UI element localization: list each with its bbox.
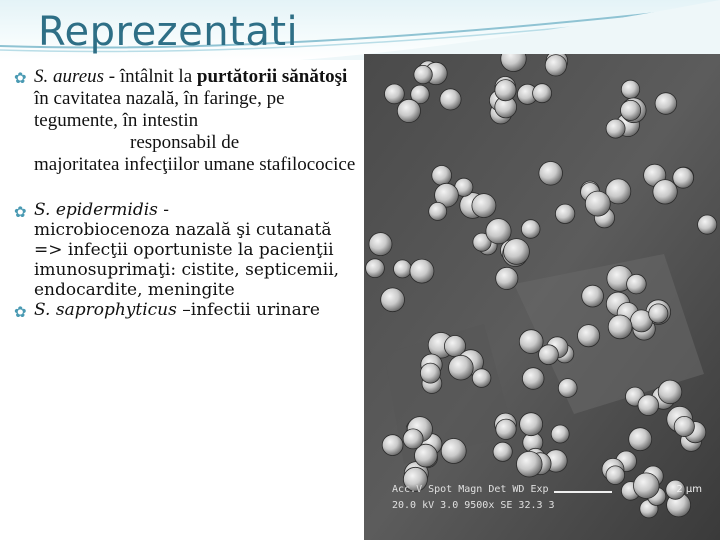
- coccus-cell: [658, 380, 682, 404]
- coccus-cell: [539, 345, 559, 365]
- coccus-cell: [653, 180, 677, 204]
- bullet-text: –infectii urinare: [176, 300, 320, 320]
- coccus-cell: [486, 219, 511, 244]
- coccus-cell: [533, 84, 552, 103]
- coccus-cell: [634, 473, 660, 499]
- coccus-cell: [649, 304, 668, 323]
- bullet-text: majoritatea infecţiilor umane stafilococice: [34, 154, 356, 175]
- coccus-cell: [638, 395, 659, 416]
- coccus-cell: [606, 119, 625, 138]
- coccus-cell: [621, 80, 639, 98]
- coccus-cell: [429, 202, 447, 220]
- scale-bar: [554, 491, 612, 493]
- coccus-cell: [449, 355, 474, 380]
- coccus-cell: [432, 166, 452, 186]
- coccus-cell: [655, 93, 677, 115]
- coccus-cell: [558, 379, 577, 398]
- coccus-cell: [539, 162, 563, 186]
- coccus-cell: [555, 204, 574, 223]
- bullet-marker-icon: ✿: [14, 203, 27, 221]
- bullet-s-aureus: [14, 66, 366, 176]
- micrograph-parameters: Acc.V Spot Magn Det WD Exp: [392, 484, 549, 495]
- bullet-text-bold: purtătorii sănătoşi: [196, 66, 348, 87]
- coccus-cell: [414, 65, 432, 83]
- coccus-cell: [674, 416, 694, 436]
- coccus-cell: [521, 220, 540, 239]
- coccus-cell: [517, 451, 543, 477]
- coccus-cell: [551, 425, 569, 443]
- coccus-cell: [606, 466, 625, 485]
- coccus-cell: [369, 233, 392, 256]
- coccus-cell: [382, 435, 403, 456]
- coccus-cell: [385, 84, 405, 104]
- coccus-cell: [394, 260, 412, 278]
- bullet-s-saprophyticus: [14, 300, 366, 320]
- bullet-text: responsabil de: [130, 132, 240, 153]
- coccus-cell: [504, 239, 530, 265]
- sem-micrograph: [364, 54, 720, 540]
- species-name: S. epidermidis: [34, 200, 158, 220]
- scale-label: 2 µm: [676, 484, 702, 495]
- coccus-cell: [673, 167, 694, 188]
- coccus-cell: [366, 259, 385, 278]
- coccus-cell: [403, 429, 423, 449]
- bullet-marker-icon: ✿: [14, 303, 27, 321]
- coccus-cell: [381, 288, 405, 312]
- coccus-cell: [629, 428, 652, 451]
- slide-body: [14, 66, 366, 320]
- coccus-cell: [621, 100, 641, 120]
- coccus-cell: [493, 442, 512, 461]
- bullet-text: microbiocenoza nazală şi cutanată: [34, 220, 332, 240]
- coccus-cell: [585, 191, 610, 216]
- coccus-cell: [441, 439, 466, 464]
- coccus-cell: [420, 363, 440, 383]
- coccus-cell: [522, 368, 544, 390]
- bullet-s-epidermidis: [14, 200, 366, 300]
- coccus-cell: [440, 89, 461, 110]
- coccus-cell: [698, 215, 717, 234]
- cocci-cluster-image: [364, 54, 720, 540]
- coccus-cell: [582, 285, 604, 307]
- coccus-cell: [627, 274, 647, 294]
- coccus-cell: [472, 369, 491, 388]
- coccus-cell: [495, 80, 516, 101]
- coccus-cell: [410, 259, 434, 283]
- coccus-cell: [520, 413, 543, 436]
- coccus-cell: [472, 194, 496, 218]
- coccus-cell: [397, 99, 420, 122]
- slide-title: Reprezentati: [38, 9, 299, 55]
- micrograph-values: 20.0 kV 3.0 9500x SE 32.3 3: [392, 500, 555, 511]
- coccus-cell: [608, 315, 632, 339]
- species-name: S. aureus: [34, 66, 105, 87]
- coccus-cell: [545, 55, 566, 76]
- bullet-text: - întâlnit la: [104, 66, 197, 87]
- bullet-text: -: [157, 200, 170, 220]
- bullet-text: => infecţii oportuniste la pacienţii imunosuprimaţi: cistite, septicemii, endocardite, meningite: [34, 240, 340, 300]
- bullet-text: în cavitatea nazală, în faringe, pe tegumente, în intestin: [34, 88, 285, 131]
- coccus-cell: [496, 419, 516, 439]
- coccus-cell: [496, 267, 518, 289]
- species-name: S. saprophyticus: [34, 300, 177, 320]
- bullet-marker-icon: ✿: [14, 71, 27, 87]
- coccus-cell: [578, 325, 600, 347]
